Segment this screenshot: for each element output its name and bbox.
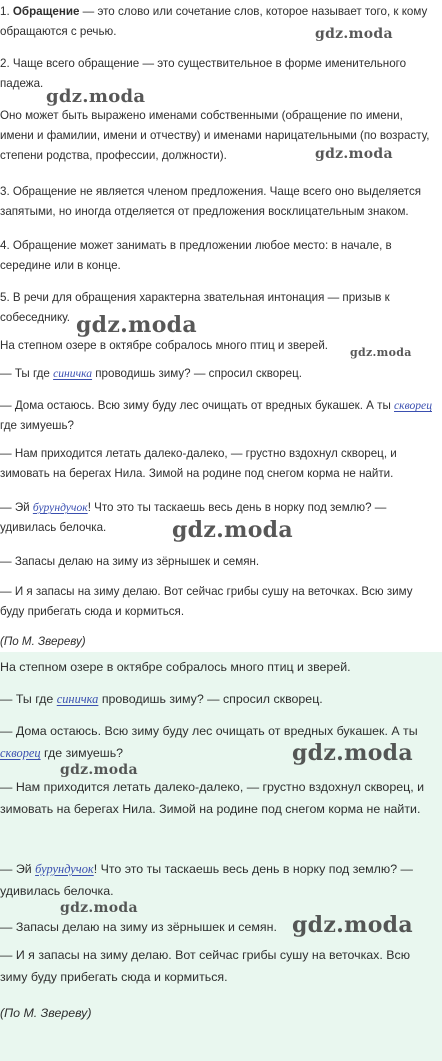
text-sentence-4: — Нам приходится летать далеко-далеко, — грустно вздохнул скворец, и зимовать на берегах Нила. Зимой на родине под снегом корма не найти. [0,447,397,480]
answer-sentence-3: — Дома остаюсь. Всю зиму буду лес очищать от вредных букашек. А ты скворец где зимуешь? [0,724,418,760]
text-sentence-5: — Эй бурундучок! Что это ты таскаешь весь день в норку под землю? — удивилась белочка. [0,501,387,534]
answer-sentence-6: — Запасы делаю на зиму из зёрнышек и семян. [0,920,277,934]
text-sentence-3: — Дома остаюсь. Всю зиму буду лес очищать от вредных букашек. А ты скворец где зимуешь? [0,399,432,432]
watermark: gdz.moda [315,26,393,42]
answer-sentence-5: — Эй бурундучок! Что это ты таскаешь весь день в норку под землю? — удивилась белочка. [0,862,413,898]
answer-address-skvorets: скворец [0,746,41,760]
answer-author: (По М. Звереву) [0,1006,92,1020]
watermark: gdz.moda [292,912,413,938]
watermark: gdz.moda [60,762,138,778]
text-sentence-7: — И я запасы на зиму делаю. Вот сейчас грибы сушу на веточках. Всю зиму буду прибегать сюда и кормиться. [0,585,413,618]
watermark: gdz.moda [350,346,412,359]
answer-address-sinichka: синичка [56,692,99,706]
rule-number: 1. [0,5,13,18]
watermark: gdz.moda [60,900,138,916]
watermark: gdz.moda [46,86,146,107]
answer-sentence-7: — И я запасы на зиму делаю. Вот сейчас грибы сушу на веточках. Всю зиму буду прибегать сюда и кормиться. [0,948,410,984]
address-burunduchok: бурундучок [32,501,88,514]
text-sentence-2: — Ты где синичка проводишь зиму? — спросил скворец. [0,367,302,380]
watermark: gdz.moda [76,312,197,338]
rule-4: 4. Обращение может занимать в предложении любое место: в начале, в середине или в конце. [0,239,392,272]
text-author: (По М. Звереву) [0,635,86,648]
answer-sentence-2: — Ты где синичка проводишь зиму? — спросил скворец. [0,692,323,706]
watermark: gdz.moda [315,146,393,162]
rule-2-details: Оно может быть выражено именами собственными (обращение по имени, имени и фамилии, имени и отчеству) и именами нарицательными (по возрасту, степени родства, профессии, должности). [0,109,430,162]
rule-5: 5. В речи для обращения характерна звательная интонация — призыв к собеседнику. [0,291,390,324]
text-sentence-6: — Запасы делаю на зиму из зёрнышек и семян. [0,555,260,568]
text-sentence-1: На степном озере в октябре собралось много птиц и зверей. [0,339,329,352]
rule-3: 3. Обращение не является членом предложения. Чаще всего оно выделяется запятыми, но иногда отделяется от предложения восклицательным знаком. [0,185,422,218]
address-sinichka: синичка [53,367,93,380]
watermark: gdz.moda [292,740,413,766]
address-skvorets: скворец [394,399,432,412]
answer-sentence-4: — Нам приходится летать далеко-далеко, — грустно вздохнул скворец, и зимовать на берегах Нила. Зимой на родине под снегом корма не найти. [0,780,425,816]
term-obrashchenie: Обращение [12,5,80,18]
rule-2: 2. Чаще всего обращение — это существительное в форме именительного падежа. [0,57,407,90]
answer-block [0,652,442,1061]
answer-address-burunduchok: бурундучок [35,862,94,876]
watermark: gdz.moda [172,517,293,543]
rule-text: — это слово или сочетание слов, которое называет того, к кому обращаются с речью. [0,5,428,38]
answer-sentence-1: На степном озере в октябре собралось много птиц и зверей. [0,660,351,674]
